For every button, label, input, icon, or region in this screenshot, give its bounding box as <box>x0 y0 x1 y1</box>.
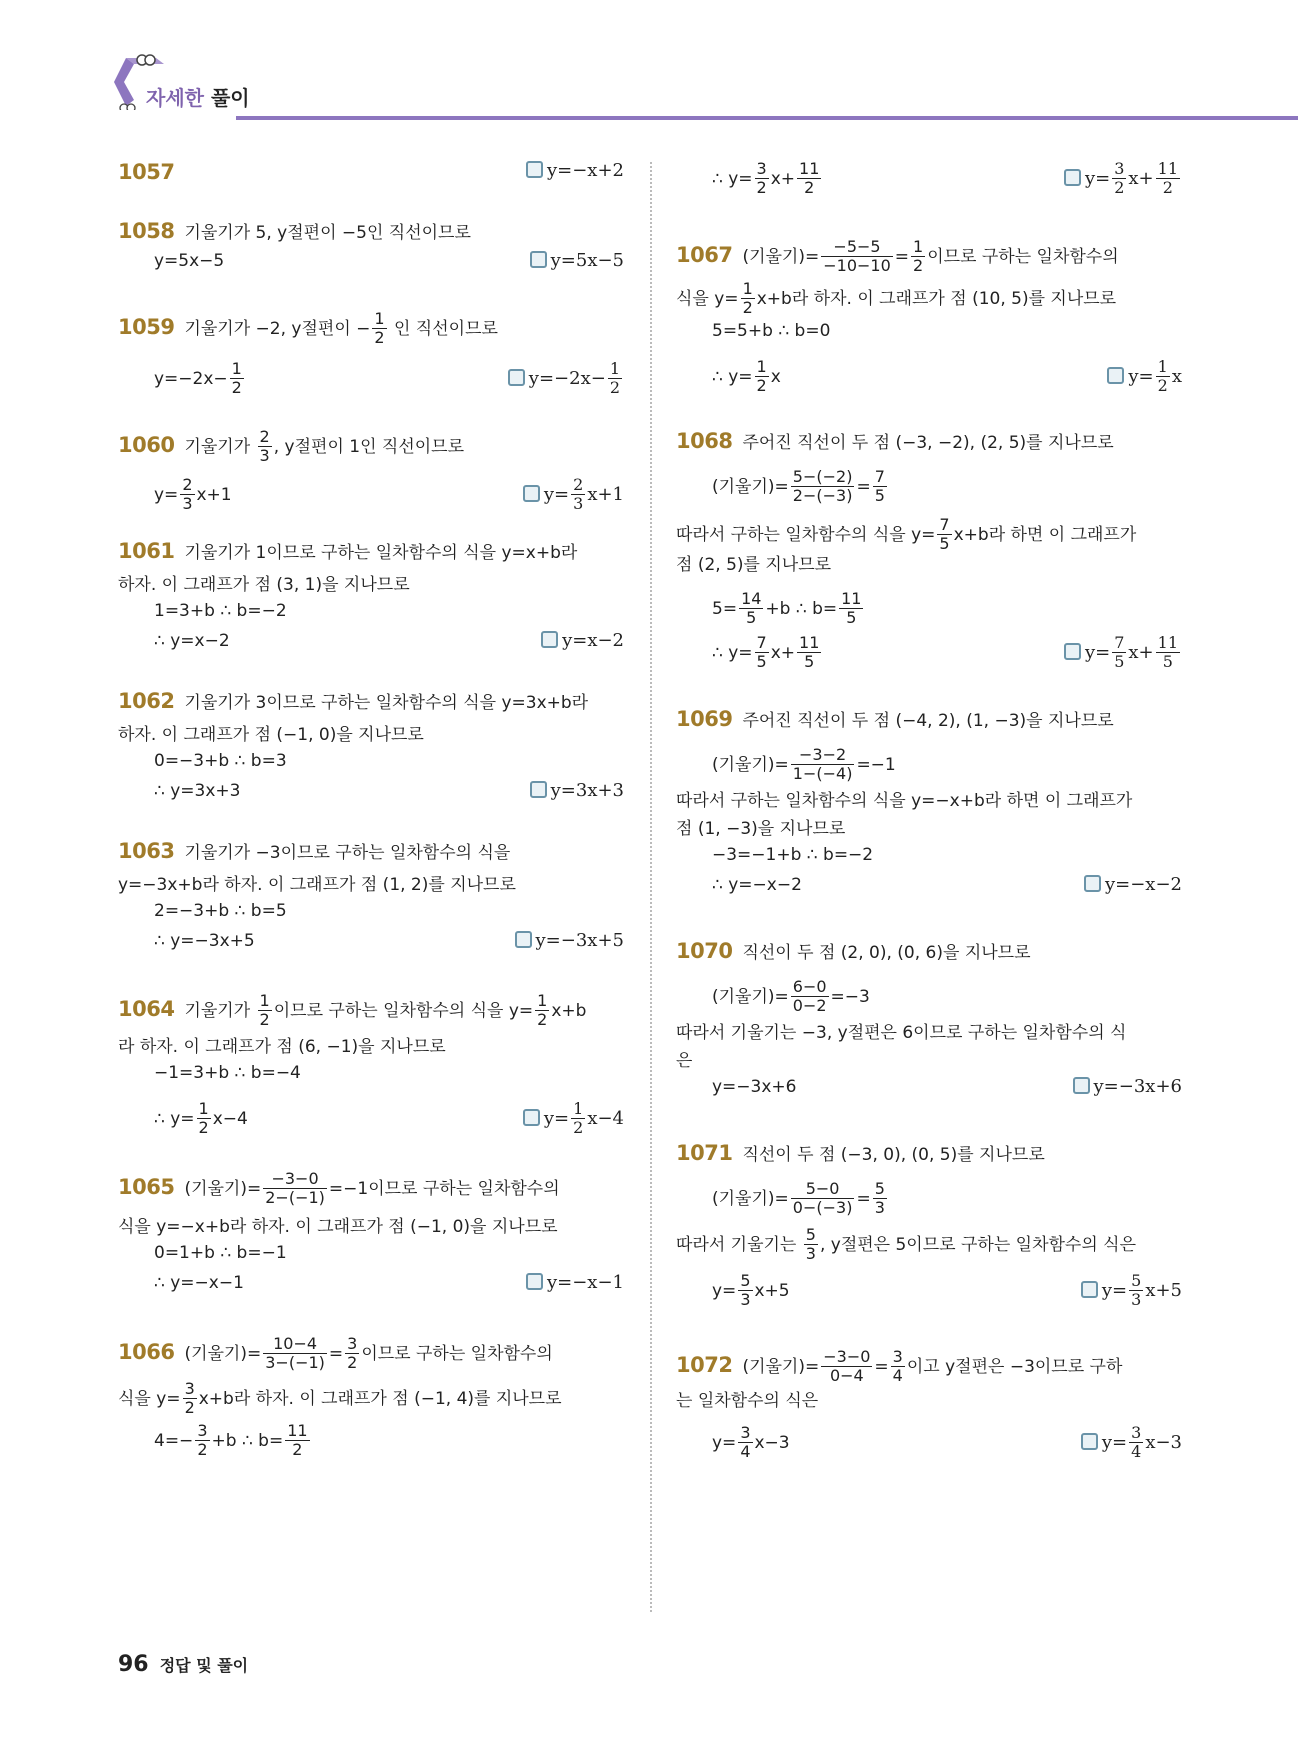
solution-line <box>118 838 624 863</box>
solution-line <box>676 814 1182 839</box>
solution-line <box>676 1046 1182 1071</box>
problem-number: 1065 <box>118 1174 175 1199</box>
solution-line <box>118 992 624 1030</box>
solution-line <box>676 634 1182 672</box>
solution-line <box>118 1422 624 1460</box>
answer-icon <box>523 1109 540 1126</box>
page-footer <box>118 1652 248 1677</box>
fraction: $\frac{5}{3}$ <box>1131 1271 1142 1310</box>
fraction: $\frac{7}{5}$ <box>939 515 950 554</box>
fraction: $\frac{3}{4}$ <box>740 1423 751 1462</box>
solution-line <box>118 750 624 771</box>
solution-text: (기울기)= $\frac{5-(-2)}{2-(-3)}$ = $\frac{7}{5}$ <box>712 467 885 506</box>
solution-line <box>676 160 1182 198</box>
solution-text: 은 <box>676 1051 693 1071</box>
solution-text: 주어진 직선이 두 점 (−3, −2), (2, 5)를 지나므로 <box>742 433 1114 453</box>
fraction: $\frac{7}{5}$ <box>756 633 767 672</box>
fraction: $\frac{1}{2}$ <box>742 279 753 318</box>
solution-text: ∴ y=x−2 <box>154 631 230 651</box>
answer-text: y=−2x− $\frac{1}{2}$ <box>528 359 620 398</box>
solution-line <box>676 1348 1182 1386</box>
page-number: 96 <box>118 1652 149 1677</box>
solution-text: ∴ y=3x+3 <box>154 781 241 801</box>
problem-number: 1058 <box>118 219 175 243</box>
solution-text: (기울기)= $\frac{-3-2}{1-(-4)}$ =−1 <box>712 745 896 784</box>
answer <box>1081 1272 1182 1310</box>
fraction: $\frac{1}{2}$ <box>231 359 242 398</box>
problem-number: 1057 <box>118 160 175 184</box>
solution-line <box>118 900 624 921</box>
fraction: $\frac{2}{3}$ <box>259 427 270 466</box>
answer <box>1081 1424 1182 1462</box>
answer-text: y=−3x+6 <box>1093 1076 1182 1097</box>
solution-text: (기울기)= $\frac{-5-5}{-10-10}$ = $\frac{1}{2}$ 이므로 구하는 일차함수의 <box>742 237 1119 276</box>
answer-text: y=3x+3 <box>550 780 624 801</box>
problem-number: 1068 <box>676 429 733 453</box>
solution-text: (기울기)= $\frac{6-0}{0-2}$ =−3 <box>712 977 870 1016</box>
answer-text: y= $\frac{3}{2}$ x+ $\frac{11}{2}$ <box>1084 159 1178 198</box>
answer-text: y= $\frac{1}{2}$ x−4 <box>543 1099 624 1138</box>
fraction: $\frac{1}{2}$ <box>609 359 620 398</box>
answer <box>526 160 624 181</box>
answer <box>530 780 624 801</box>
answer <box>1064 160 1182 198</box>
solution-line <box>118 1335 624 1373</box>
fraction: $\frac{3}{2}$ <box>1114 159 1125 198</box>
solution-text: 하자. 이 그래프가 점 (3, 1)을 지나므로 <box>118 575 410 595</box>
answer-text: y= $\frac{2}{3}$ x+1 <box>543 475 624 514</box>
solution-line <box>676 428 1182 453</box>
problem-number: 1069 <box>676 707 733 731</box>
answer <box>523 476 624 514</box>
answer-icon <box>1064 643 1081 660</box>
solution-line <box>676 1180 1182 1218</box>
answer-icon <box>508 369 525 386</box>
answer-text: y= $\frac{3}{4}$ x−3 <box>1101 1423 1182 1462</box>
solution-line <box>118 630 624 651</box>
answer <box>1064 634 1182 672</box>
solution-line <box>676 1386 1182 1411</box>
header-rule <box>236 116 1298 120</box>
answer-icon <box>541 631 558 648</box>
answer <box>508 360 624 398</box>
answer <box>1073 1076 1182 1097</box>
column-divider <box>650 162 652 1612</box>
solution-line <box>676 468 1182 506</box>
solution-text: 따라서 구하는 일차함수의 식을 y=−x+b라 하면 이 그래프가 <box>676 791 1133 811</box>
solution-text: −1=3+b ∴ b=−4 <box>154 1063 301 1083</box>
fraction: $\frac{5-(-2)}{2-(-3)}$ <box>792 467 853 506</box>
fraction: $\frac{11}{2}$ <box>1157 159 1178 198</box>
answer-icon <box>530 251 547 268</box>
solution-line <box>676 746 1182 784</box>
answer-icon <box>1064 169 1081 186</box>
solution-text: 점 (2, 5)를 지나므로 <box>676 555 832 575</box>
fraction: $\frac{-3-2}{1-(-4)}$ <box>792 745 853 784</box>
solution-text: ∴ y= $\frac{3}{2}$ x+ $\frac{11}{2}$ <box>712 159 820 198</box>
solution-text: 기울기가 1이므로 구하는 일차함수의 식을 y=x+b라 <box>184 543 578 563</box>
solution-text: (기울기)= $\frac{5-0}{0-(-3)}$ = $\frac{5}{3}$ <box>712 1179 885 1218</box>
answer-icon <box>526 161 543 178</box>
answer-text: y=5x−5 <box>550 250 624 271</box>
solution-text: 식을 y= $\frac{3}{2}$ x+b라 하자. 이 그래프가 점 (−1, 4)를 지나므로 <box>118 1379 562 1418</box>
fraction: $\frac{3}{4}$ <box>1131 1423 1142 1462</box>
solution-line <box>676 320 1182 341</box>
solution-text: 라 하자. 이 그래프가 점 (6, −1)을 지나므로 <box>118 1037 446 1057</box>
problem-number: 1066 <box>118 1339 175 1364</box>
solution-text: 0=−3+b ∴ b=3 <box>154 751 287 771</box>
solution-text: y=5x−5 <box>154 251 225 271</box>
header-title: 자세한 풀이 <box>146 86 250 110</box>
solution-text: y= $\frac{2}{3}$ x+1 <box>154 475 232 514</box>
problem-number: 1072 <box>676 1352 733 1377</box>
fraction: $\frac{1}{2}$ <box>374 309 385 348</box>
answer-icon <box>1084 875 1101 892</box>
answer-icon <box>1073 1077 1090 1094</box>
fraction: $\frac{3}{2}$ <box>347 1334 358 1373</box>
solution-text: ∴ y=−x−2 <box>712 875 802 895</box>
solution-line <box>118 570 624 595</box>
fraction: $\frac{1}{2}$ <box>573 1099 584 1138</box>
solution-line <box>118 250 624 271</box>
fraction: $\frac{11}{2}$ <box>799 159 820 198</box>
solution-line <box>118 1272 624 1293</box>
answer-icon <box>526 1273 543 1290</box>
solution-line <box>676 238 1182 276</box>
solution-text: 점 (1, −3)을 지나므로 <box>676 819 846 839</box>
fraction: $\frac{7}{5}$ <box>1114 633 1125 672</box>
solution-text: 기울기가 −2, y절편이 − $\frac{1}{2}$ 인 직선이므로 <box>184 309 498 348</box>
answer <box>1107 358 1182 396</box>
solution-line <box>118 476 624 514</box>
answer-text: y= $\frac{5}{3}$ x+5 <box>1101 1271 1182 1310</box>
solution-text: y=−2x− $\frac{1}{2}$ <box>154 359 242 398</box>
solution-line <box>118 780 624 801</box>
fraction: $\frac{3}{2}$ <box>756 159 767 198</box>
solution-line <box>118 160 624 184</box>
solution-text: ∴ y= $\frac{7}{5}$ x+ $\frac{11}{5}$ <box>712 633 820 672</box>
solution-text: 4=− $\frac{3}{2}$ +b ∴ b= $\frac{11}{2}$ <box>154 1421 308 1460</box>
solution-line <box>118 310 624 348</box>
fraction: $\frac{3}{2}$ <box>184 1379 195 1418</box>
solution-text: (기울기)= $\frac{-3-0}{0-4}$ = $\frac{3}{4}$ 이고 y절편은 −3이므로 구하 <box>742 1347 1123 1386</box>
answer-icon <box>1107 367 1124 384</box>
answer <box>523 1100 624 1138</box>
solution-line <box>118 688 624 713</box>
solution-text: 따라서 기울기는 −3, y절편은 6이므로 구하는 일차함수의 식 <box>676 1023 1127 1043</box>
fraction: $\frac{10-4}{3-(-1)}$ <box>265 1334 325 1373</box>
solution-line <box>118 428 624 466</box>
fraction: $\frac{1}{2}$ <box>1157 357 1168 396</box>
solution-text: 0=1+b ∴ b=−1 <box>154 1243 287 1263</box>
answer <box>1084 874 1182 895</box>
answer-text: y=−x−1 <box>546 1272 624 1293</box>
fraction: $\frac{11}{5}$ <box>799 633 820 672</box>
answer-text: y=−x+2 <box>546 160 624 181</box>
solution-text: 기울기가 3이므로 구하는 일차함수의 식을 y=3x+b라 <box>184 693 589 713</box>
solution-line <box>676 706 1182 731</box>
solution-line <box>118 1062 624 1083</box>
fraction: $\frac{6-0}{0-2}$ <box>792 977 827 1016</box>
problem-number: 1063 <box>118 839 175 863</box>
solution-line <box>118 1212 624 1237</box>
solution-text: (기울기)= $\frac{-3-0}{2-(-1)}$ =−1이므로 구하는 일차함수의 <box>184 1169 560 1208</box>
solution-text: 1=3+b ∴ b=−2 <box>154 601 287 621</box>
solution-text: 직선이 두 점 (2, 0), (0, 6)을 지나므로 <box>742 943 1031 963</box>
solution-line <box>118 538 624 563</box>
answer-icon <box>1081 1433 1098 1450</box>
solution-line <box>118 1170 624 1208</box>
footer-label: 정답 및 풀이 <box>159 1656 249 1675</box>
fraction: $\frac{-3-0}{0-4}$ <box>823 1347 871 1386</box>
answer-text: y=x−2 <box>562 630 624 651</box>
answer-text: y= $\frac{7}{5}$ x+ $\frac{11}{5}$ <box>1084 633 1178 672</box>
solution-text: 주어진 직선이 두 점 (−4, 2), (1, −3)을 지나므로 <box>742 711 1114 731</box>
problem-number: 1062 <box>118 689 175 713</box>
solution-text: 기울기가 $\frac{1}{2}$ 이므로 구하는 일차함수의 식을 y= $\frac{1}{2}$ x+b <box>184 991 587 1030</box>
fraction: $\frac{5}{3}$ <box>805 1225 816 1264</box>
solution-line <box>676 1272 1182 1310</box>
fraction: $\frac{7}{5}$ <box>874 467 885 506</box>
fraction: $\frac{1}{2}$ <box>913 237 924 276</box>
answer <box>530 250 624 271</box>
fraction: $\frac{2}{3}$ <box>573 475 584 514</box>
fraction: $\frac{1}{2}$ <box>537 991 548 1030</box>
solution-text: y= $\frac{5}{3}$ x+5 <box>712 1271 790 1310</box>
solution-text: 따라서 기울기는 $\frac{5}{3}$ , y절편은 5이므로 구하는 일차함수의 식은 <box>676 1225 1137 1264</box>
solution-line <box>118 600 624 621</box>
solution-text: (기울기)= $\frac{10-4}{3-(-1)}$ = $\frac{3}{2}$ 이므로 구하는 일차함수의 <box>184 1334 553 1373</box>
solution-line <box>118 870 624 895</box>
solution-text: ∴ y=−x−1 <box>154 1273 244 1293</box>
solution-line <box>676 358 1182 396</box>
problem-number: 1070 <box>676 939 733 963</box>
solution-line <box>118 720 624 745</box>
answer <box>515 930 624 951</box>
solution-line <box>676 280 1182 318</box>
fraction: $\frac{11}{5}$ <box>841 589 862 628</box>
solution-line <box>676 1226 1182 1264</box>
solution-line <box>676 786 1182 811</box>
solution-line <box>676 1140 1182 1165</box>
problem-number: 1060 <box>118 432 175 457</box>
fraction: $\frac{3}{4}$ <box>892 1347 903 1386</box>
solution-text: ∴ y=−3x+5 <box>154 931 255 951</box>
solution-line <box>676 1076 1182 1097</box>
solution-text: 하자. 이 그래프가 점 (−1, 0)을 지나므로 <box>118 725 424 745</box>
answer-icon <box>523 485 540 502</box>
answer-icon <box>530 781 547 798</box>
solution-text: 기울기가 −3이므로 구하는 일차함수의 식을 <box>184 843 511 863</box>
problem-number: 1067 <box>676 242 733 267</box>
solution-line <box>118 1242 624 1263</box>
solution-line <box>676 590 1182 628</box>
problem-number: 1061 <box>118 539 175 563</box>
answer-text: y=−x−2 <box>1104 874 1182 895</box>
solution-line <box>676 938 1182 963</box>
solution-line <box>676 550 1182 575</box>
solution-text: 5= $\frac{14}{5}$ +b ∴ b= $\frac{11}{5}$ <box>712 589 862 628</box>
fraction: $\frac{11}{5}$ <box>1157 633 1178 672</box>
solution-text: 직선이 두 점 (−3, 0), (0, 5)를 지나므로 <box>742 1145 1045 1165</box>
solution-line <box>676 1018 1182 1043</box>
solution-line <box>676 978 1182 1016</box>
solution-text: 따라서 구하는 일차함수의 식을 y= $\frac{7}{5}$ x+b라 하면 이 그래프가 <box>676 515 1137 554</box>
fraction: $\frac{5}{3}$ <box>740 1271 751 1310</box>
solution-text: y= $\frac{3}{4}$ x−3 <box>712 1423 790 1462</box>
fraction: $\frac{-3-0}{2-(-1)}$ <box>265 1169 325 1208</box>
fraction: $\frac{-5-5}{-10-10}$ <box>823 237 891 276</box>
fraction: $\frac{11}{2}$ <box>287 1421 308 1460</box>
solution-text: y=−3x+b라 하자. 이 그래프가 점 (1, 2)를 지나므로 <box>118 875 516 895</box>
solution-line <box>118 1100 624 1138</box>
solution-line <box>118 930 624 951</box>
fraction: $\frac{1}{2}$ <box>198 1099 209 1138</box>
answer-text: y=−3x+5 <box>535 930 624 951</box>
fraction: $\frac{3}{2}$ <box>197 1421 208 1460</box>
problem-number: 1071 <box>676 1141 733 1165</box>
solution-text: 기울기가 $\frac{2}{3}$ , y절편이 1인 직선이므로 <box>184 427 465 466</box>
fraction: $\frac{5}{3}$ <box>874 1179 885 1218</box>
fraction: $\frac{1}{2}$ <box>756 357 767 396</box>
answer <box>526 1272 624 1293</box>
fraction: $\frac{2}{3}$ <box>182 475 193 514</box>
answer-icon <box>515 931 532 948</box>
solution-text: −3=−1+b ∴ b=−2 <box>712 845 874 865</box>
answer-icon <box>1081 1281 1098 1298</box>
solution-text: 5=5+b ∴ b=0 <box>712 321 831 341</box>
solution-text: ∴ y= $\frac{1}{2}$ x−4 <box>154 1099 248 1138</box>
solution-line <box>676 844 1182 865</box>
solution-text: 2=−3+b ∴ b=5 <box>154 901 287 921</box>
fraction: $\frac{1}{2}$ <box>259 991 270 1030</box>
page-header <box>112 46 1298 124</box>
solution-text: ∴ y= $\frac{1}{2}$ x <box>712 357 781 396</box>
solution-line <box>118 218 624 243</box>
problem-number: 1064 <box>118 996 175 1021</box>
solution-line <box>118 1380 624 1418</box>
fraction: $\frac{14}{5}$ <box>741 589 762 628</box>
problem-number: 1059 <box>118 314 175 339</box>
solution-text: 기울기가 5, y절편이 −5인 직선이므로 <box>184 223 471 243</box>
solution-line <box>118 360 624 398</box>
answer <box>541 630 624 651</box>
solution-text: 는 일차함수의 식은 <box>676 1391 819 1411</box>
solution-text: 식을 y=−x+b라 하자. 이 그래프가 점 (−1, 0)을 지나므로 <box>118 1217 558 1237</box>
answer-text: y= $\frac{1}{2}$ x <box>1128 357 1182 396</box>
fraction: $\frac{5-0}{0-(-3)}$ <box>792 1179 853 1218</box>
solution-line <box>676 874 1182 895</box>
solution-line <box>676 516 1182 554</box>
solution-line <box>676 1424 1182 1462</box>
solution-line <box>118 1032 624 1057</box>
solution-text: 식을 y= $\frac{1}{2}$ x+b라 하자. 이 그래프가 점 (10, 5)를 지나므로 <box>676 279 1117 318</box>
solution-text: y=−3x+6 <box>712 1077 797 1097</box>
